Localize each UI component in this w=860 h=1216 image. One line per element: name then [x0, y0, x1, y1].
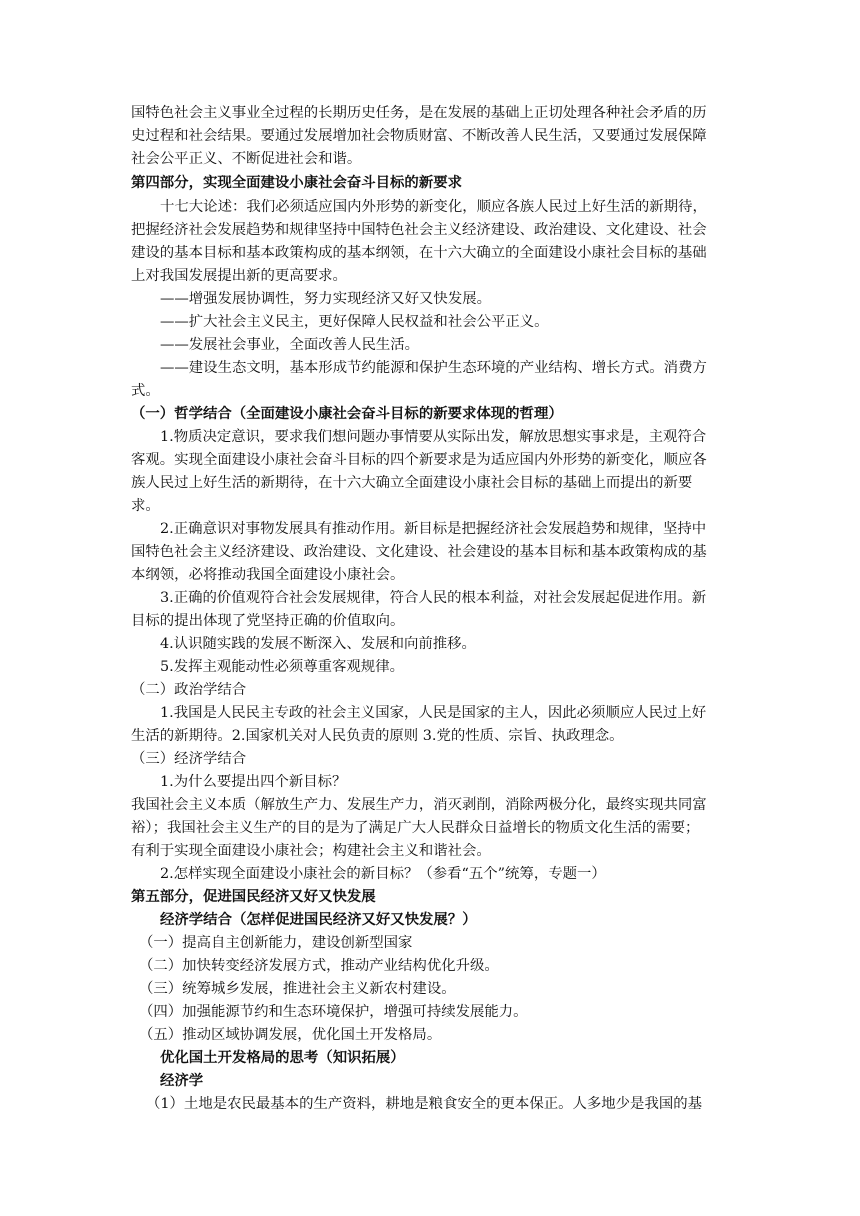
text-line: 客观。实现全面建设小康社会奋斗目标的四个新要求是为适应国内外形势的新变化，顺应各 — [131, 452, 707, 468]
text-line: 族人民过上好生活的新期待，在十六大确立全面建设小康社会目标的基础上而提出的新要 — [131, 475, 693, 491]
text-line: 1.我国是人民民主专政的社会主义国家，人民是国家的主人，因此必须顺应人民过上好 — [160, 705, 707, 721]
text-line: ——发展社会事业，全面改善人民生活。 — [160, 337, 420, 353]
text-line: 我国社会主义本质（解放生产力、发展生产力，消灭剥削，消除两极分化，最终实现共同富 — [131, 797, 707, 813]
text-line: 国特色社会主义经济建设、政治建设、文化建设、社会建设的基本目标和基本政策构成的基 — [131, 544, 707, 560]
list-item: （四）加强能源节约和生态环境保护，增强可持续发展能力。 — [139, 1004, 528, 1020]
text-line: 有利于实现全面建设小康社会；构建社会主义和谐社会。 — [131, 843, 491, 859]
section-heading: 经济学 — [160, 1072, 204, 1089]
text-line: 裕）；我国社会主义生产的目的是为了满足广大人民群众日益增长的物质文化生活的需要； — [131, 820, 700, 836]
text-line: 求。 — [131, 498, 160, 514]
list-item: （一）提高自主创新能力，建设创新型国家 — [139, 935, 413, 951]
text-line: 2.怎样实现全面建设小康社会的新目标？（参看“五个”统筹，专题一） — [160, 866, 606, 882]
text-line: 式。 — [131, 383, 160, 399]
text-line: 1.为什么要提出四个新目标？ — [160, 774, 347, 790]
text-line: 4.认识随实践的发展不断深入、发展和向前推移。 — [160, 636, 476, 652]
text-line: 史过程和社会结果。要通过发展增加社会物质财富、不断改善人民生活，又要通过发展保障 — [131, 128, 707, 144]
text-line: ——扩大社会主义民主，更好保障人民权益和社会公平正义。 — [160, 314, 549, 330]
list-item: （五）推动区域协调发展，优化国土开发格局。 — [139, 1027, 442, 1043]
text-line: 上对我国发展提出新的更高要求。 — [131, 268, 347, 284]
text-line: （1）土地是农民最基本的生产资料，耕地是粮食安全的更本保正。人多地少是我国的基 — [146, 1096, 703, 1112]
text-line: 本纲领，必将推动我国全面建设小康社会。 — [131, 567, 405, 583]
text-line: 社会公平正义、不断促进社会和谐。 — [131, 151, 362, 167]
text-line: 十七大论述：我们必须适应国内外形势的新变化，顺应各族人民过上好生活的新期待， — [160, 199, 707, 215]
list-item: （二）加快转变经济发展方式，推动产业结构优化升级。 — [139, 958, 499, 974]
text-line: 3.正确的价值观符合社会发展规律，符合人民的根本利益，对社会发展起促进作用。新 — [160, 590, 707, 606]
text-line: 建设的基本目标和基本政策构成的基本纲领，在十六大确立的全面建设小康社会目标的基础 — [131, 245, 707, 261]
section-heading: 第四部分，实现全面建设小康社会奋斗目标的新要求 — [131, 174, 462, 191]
text-line: 目标的提出体现了党坚持正确的价值取向。 — [131, 613, 405, 629]
subsection-heading: （三）经济学结合 — [131, 751, 247, 767]
text-line: 2.正确意识对事物发展具有推动作用。新目标是把握经济社会发展趋势和规律，坚持中 — [160, 521, 707, 537]
text-line: 国特色社会主义事业全过程的长期历史任务，是在发展的基础上正切处理各种社会矛盾的历 — [131, 105, 707, 121]
list-item: （三）统筹城乡发展，推进社会主义新农村建设。 — [139, 981, 456, 997]
text-line: ——增强发展协调性，努力实现经济又好又快发展。 — [160, 291, 491, 307]
section-heading: （一）哲学结合（全面建设小康社会奋斗目标的新要求体现的哲理） — [131, 405, 563, 422]
text-line: 生活的新期待。2.国家机关对人民负责的原则 3.党的性质、宗旨、执政理念。 — [131, 728, 624, 744]
section-heading: 优化国土开发格局的思考（知识拓展） — [160, 1049, 405, 1066]
subsection-heading: （二）政治学结合 — [131, 682, 247, 698]
text-line: 5.发挥主观能动性必须尊重客观规律。 — [160, 659, 404, 675]
section-heading: 经济学结合（怎样促进国民经济又好又快发展？） — [160, 911, 477, 928]
section-heading: 第五部分，促进国民经济又好又快发展 — [131, 888, 376, 905]
text-line: 1.物质决定意识，要求我们想问题办事情要从实际出发，解放思想实事求是，主观符合 — [160, 429, 707, 445]
text-line: ——建设生态文明，基本形成节约能源和保护生态环境的产业结构、增长方式。消费方 — [160, 360, 707, 376]
text-line: 把握经济社会发展趋势和规律坚持中国特色社会主义经济建设、政治建设、文化建设、社会 — [131, 222, 707, 238]
